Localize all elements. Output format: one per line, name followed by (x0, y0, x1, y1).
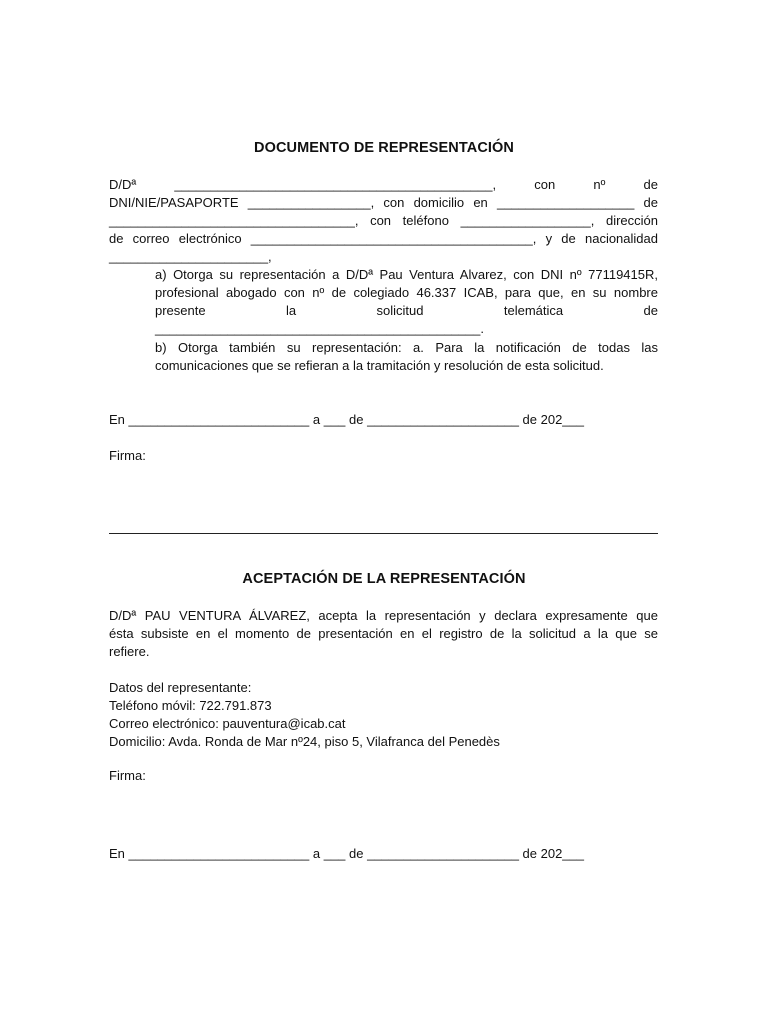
paragraph-line: refiere. (109, 644, 150, 659)
representative-data (109, 679, 658, 751)
section-divider (109, 533, 658, 534)
paragraph-line: ésta subsiste en el momento de presentación en el registro de la solicitud a la que se (109, 626, 658, 641)
signature-label: Firma: (109, 448, 146, 463)
item-b-line: comunicaciones que se refieran a la tramitación y resolución de esta solicitud. (155, 358, 604, 373)
paragraph-line: __________________________________, con teléfono __________________, dirección (109, 213, 658, 228)
paragraph-line: DNI/NIE/PASAPORTE _________________, con domicilio en ___________________ de (109, 195, 658, 210)
signature-label: Firma: (109, 768, 146, 783)
acceptance-title: ACEPTACIÓN DE LA REPRESENTACIÓN (242, 571, 526, 587)
representative-phone: Teléfono móvil: 722.791.873 (109, 698, 272, 713)
paragraph-line: D/Dª PAU VENTURA ÁLVAREZ, acepta la representación y declara expresamente que (109, 608, 658, 623)
representative-heading: Datos del representante: (109, 680, 252, 695)
item-b (155, 339, 658, 375)
item-a (155, 266, 658, 338)
place-date-line: En _________________________ a ___ de _____________________ de 202___ (109, 846, 584, 861)
document-title: DOCUMENTO DE REPRESENTACIÓN (254, 140, 514, 156)
representative-email: Correo electrónico: pauventura@icab.cat (109, 716, 346, 731)
acceptance-paragraph (109, 607, 658, 661)
paragraph-line: D/Dª ____________________________________________, con nº de (109, 177, 658, 192)
item-b-line: b) Otorga también su representación: a. Para la notificación de todas las (155, 340, 658, 355)
item-a-line: presente la solicitud telemática de (155, 303, 658, 318)
item-a-line: a) Otorga su representación a D/Dª Pau Ventura Alvarez, con DNI nº 77119415R, (155, 267, 658, 282)
identification-paragraph (109, 176, 658, 266)
representative-address: Domicilio: Avda. Ronda de Mar nº24, piso 5, Vilafranca del Penedès (109, 734, 500, 749)
item-a-line: profesional abogado con nº de colegiado 46.337 ICAB, para que, en su nombre (155, 285, 658, 300)
paragraph-line: ______________________, (109, 249, 272, 264)
item-a-line: _____________________________________________. (155, 321, 484, 336)
paragraph-line: de correo electrónico _______________________________________, y de nacionalidad (109, 231, 658, 246)
place-date-line: En _________________________ a ___ de _____________________ de 202___ (109, 412, 584, 427)
